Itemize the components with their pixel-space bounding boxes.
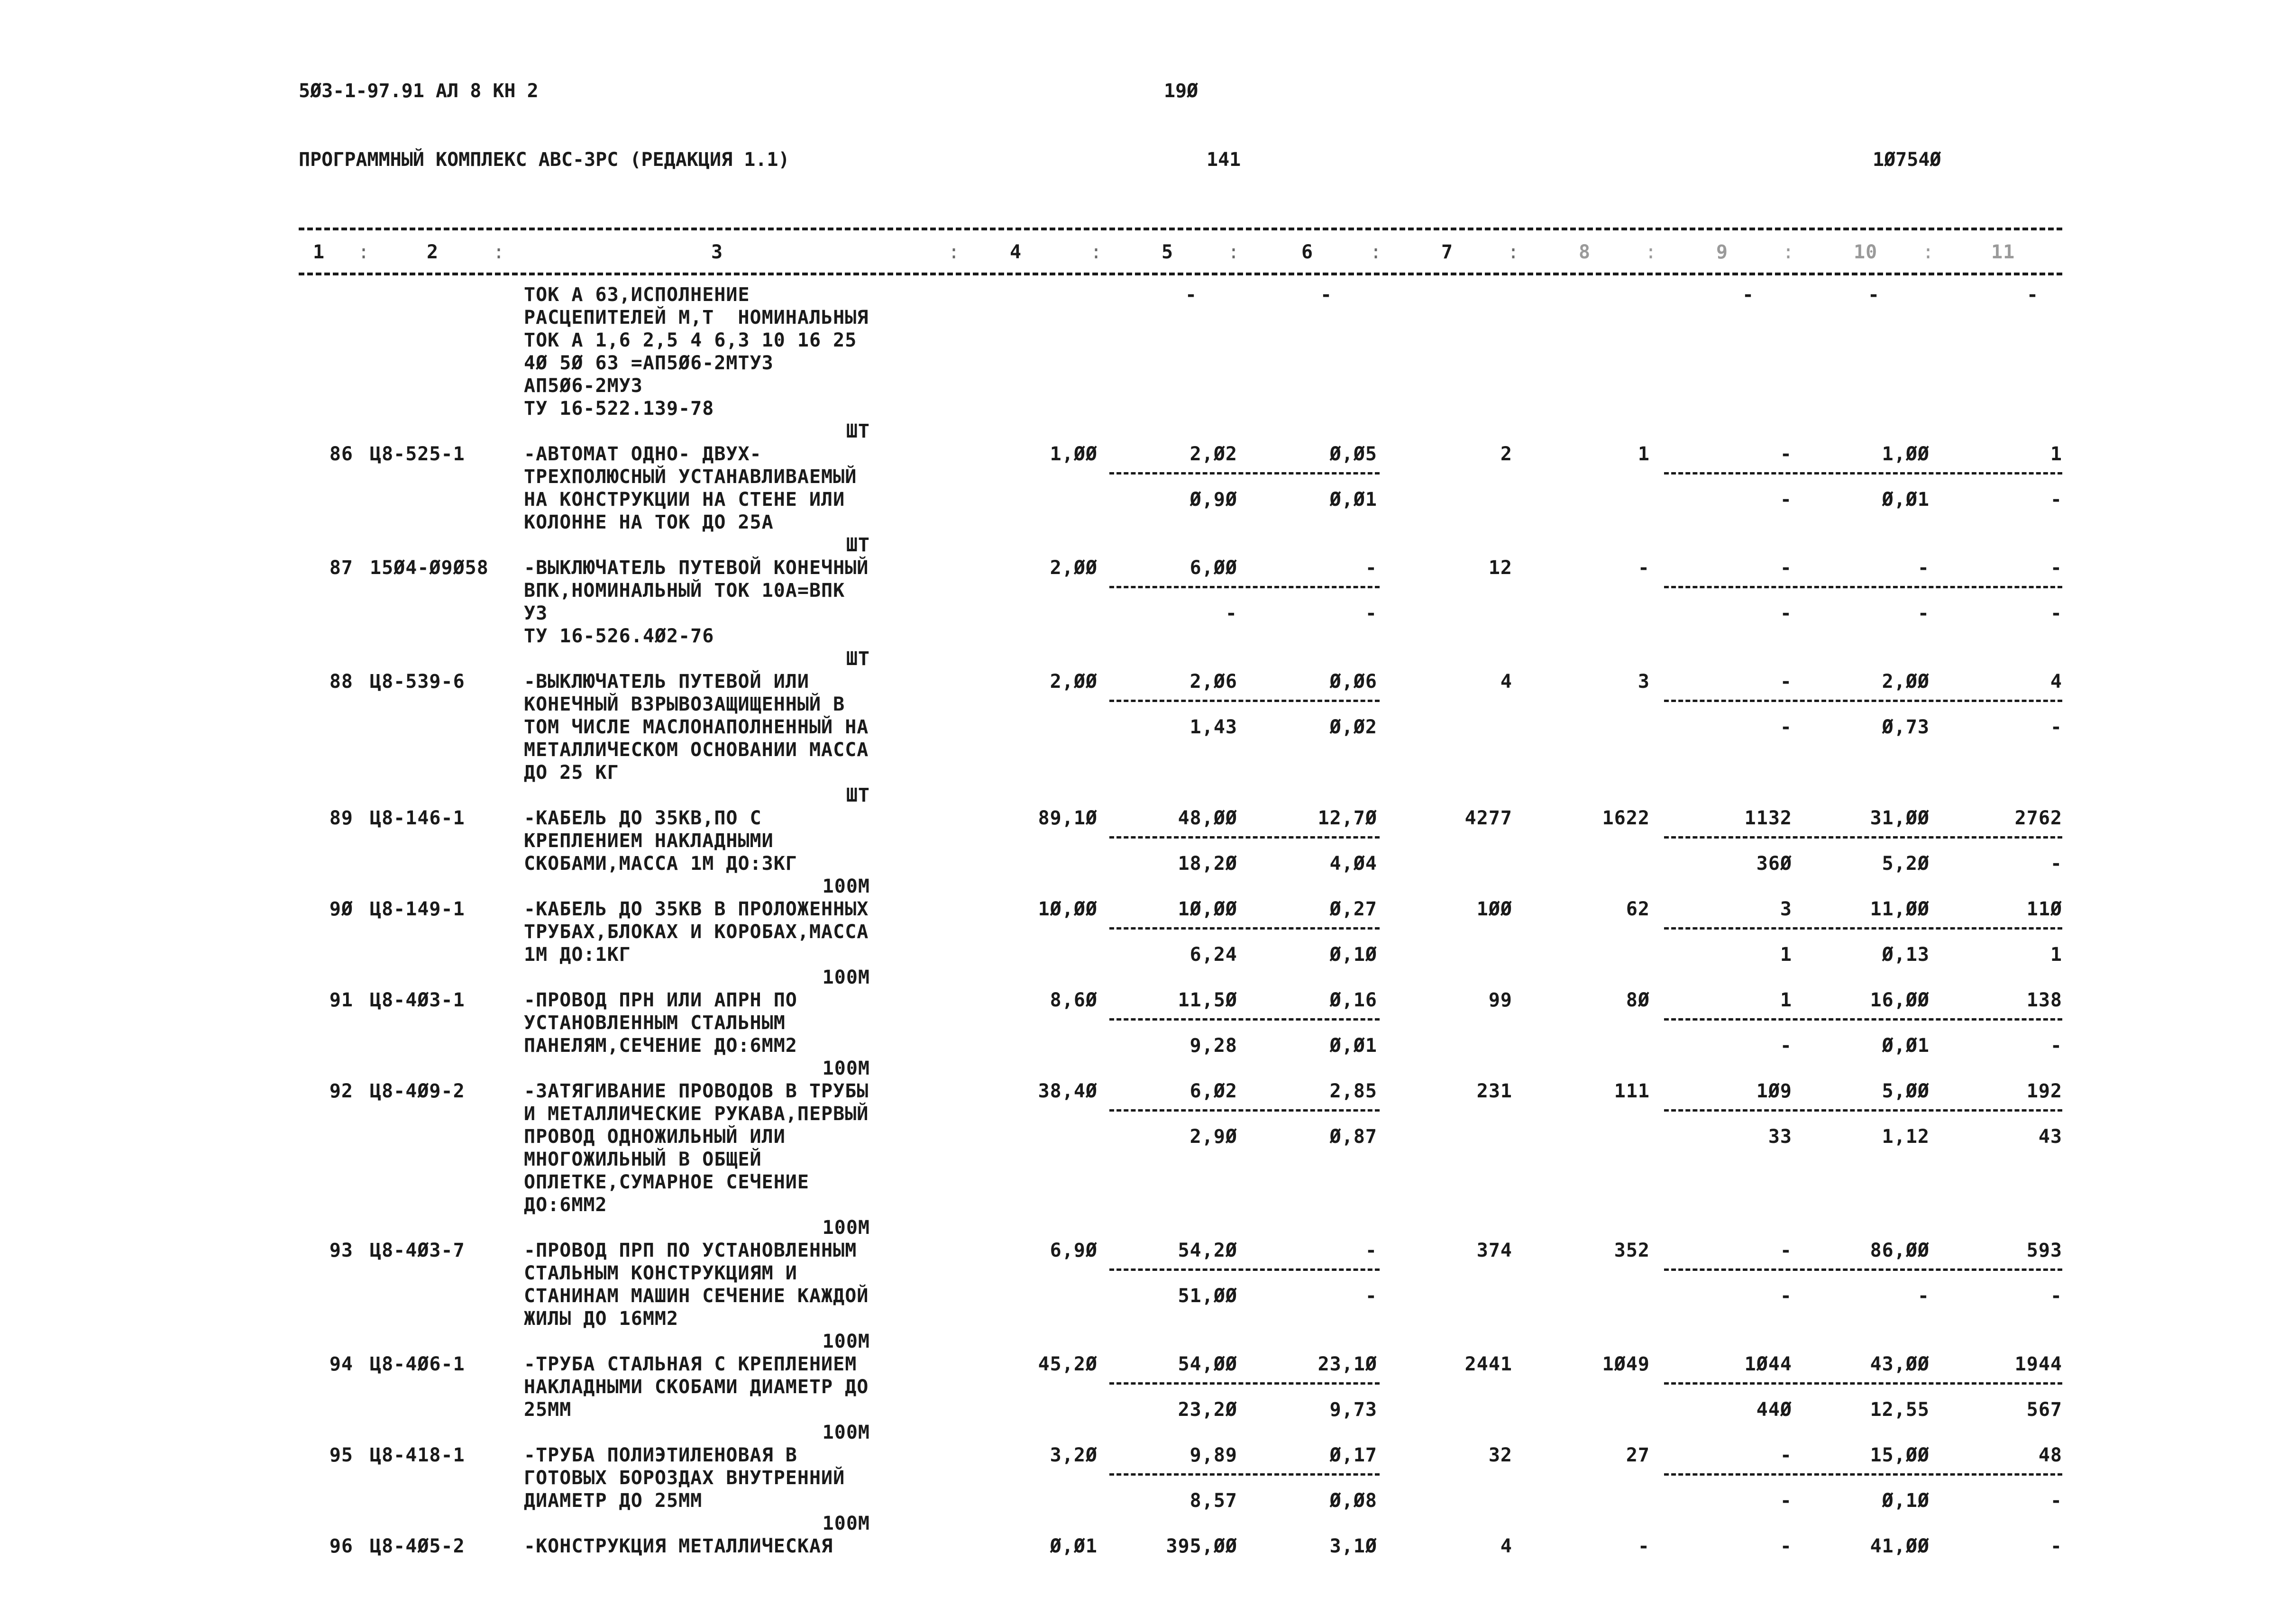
subtotal-rule-left bbox=[1109, 836, 1380, 839]
quantity: Ø,Ø1 bbox=[1050, 1535, 1098, 1557]
col5-total: 6,ØØ bbox=[1189, 557, 1237, 579]
subtotal-rule-right bbox=[1664, 700, 2062, 702]
col9-total: 1132 bbox=[1744, 807, 1792, 829]
description-line: ТОМ ЧИСЛЕ МАСЛОНАПОЛНЕННЫЙ НА bbox=[524, 716, 869, 738]
col6-sub: Ø,87 bbox=[1329, 1126, 1377, 1148]
col5-sub: 8,57 bbox=[1189, 1490, 1237, 1512]
col10-total: 2,ØØ bbox=[1882, 671, 1930, 693]
col8-value: 3 bbox=[1637, 671, 1650, 693]
doc-code: 5Ø3-1-97.91 АЛ 8 КН 2 bbox=[299, 80, 539, 102]
col7-value: 32 bbox=[1488, 1444, 1512, 1466]
subtotal-rule-left bbox=[1109, 586, 1380, 588]
col11-sub: 43 bbox=[2038, 1126, 2062, 1148]
row-code: Ц8-149-1 bbox=[370, 898, 465, 920]
col9-sub: 33 bbox=[1768, 1126, 1792, 1148]
description-line: МНОГОЖИЛЬНЫЙ В ОБЩЕЙ bbox=[524, 1149, 762, 1170]
col8-value: 352 bbox=[1614, 1240, 1650, 1261]
row-number: 89 bbox=[329, 807, 353, 829]
program-title: ПРОГРАММНЫЙ КОМПЛЕКС АВС-3РС (РЕДАКЦИЯ 1.1) bbox=[299, 149, 790, 171]
description-line: -ВЫКЛЮЧАТЕЛЬ ПУТЕВОЙ КОНЕЧНЫЙ bbox=[524, 557, 869, 579]
col5-total: 1Ø,ØØ bbox=[1178, 898, 1237, 920]
column-header-11: 11 bbox=[1991, 241, 2015, 263]
unit-label: ШТ bbox=[846, 420, 870, 442]
subtotal-rule-left bbox=[1109, 1268, 1380, 1271]
col11-sub: - bbox=[2050, 716, 2062, 738]
description-line: -КАБЕЛЬ ДО 35КВ,ПО С bbox=[524, 807, 762, 829]
col10-total: 86,ØØ bbox=[1870, 1240, 1930, 1261]
description-line: КРЕПЛЕНИЕМ НАКЛАДНЫМИ bbox=[524, 830, 774, 852]
col10-sub: Ø,1Ø bbox=[1882, 1490, 1930, 1512]
col9-total: - bbox=[1780, 443, 1792, 465]
unit-label: 100М bbox=[822, 1331, 870, 1352]
col8-value: 8Ø bbox=[1626, 989, 1650, 1011]
col11-sub: - bbox=[2050, 602, 2062, 624]
col10-total: 43,ØØ bbox=[1870, 1353, 1930, 1375]
row-number: 92 bbox=[329, 1080, 353, 1102]
column-header-6: 6 bbox=[1301, 241, 1314, 263]
row-code: Ц8-4Ø3-7 bbox=[370, 1240, 465, 1261]
description-line: ПАНЕЛЯМ,СЕЧЕНИЕ ДО:6ММ2 bbox=[524, 1035, 797, 1057]
col5-sub: 18,2Ø bbox=[1178, 853, 1237, 875]
description-line: -ЗАТЯГИВАНИЕ ПРОВОДОВ В ТРУБЫ bbox=[524, 1080, 869, 1102]
col6-sub: - bbox=[1365, 602, 1377, 624]
col7-value: 2 bbox=[1500, 443, 1512, 465]
col7-value: 2441 bbox=[1464, 1353, 1512, 1375]
col10-sub: Ø,Ø1 bbox=[1882, 1035, 1930, 1057]
subtotal-rule-left bbox=[1109, 1473, 1380, 1476]
col7-value: 1ØØ bbox=[1476, 898, 1512, 920]
col8-value: - bbox=[1637, 1535, 1650, 1557]
subtotal-rule-right bbox=[1664, 836, 2062, 839]
col7-value: 231 bbox=[1476, 1080, 1512, 1102]
description-line: НАКЛАДНЫМИ СКОБАМИ ДИАМЕТР ДО bbox=[524, 1376, 869, 1398]
description-line: ОПЛЕТКЕ,СУМАРНОЕ СЕЧЕНИЕ bbox=[524, 1171, 809, 1193]
col5-sub: 23,2Ø bbox=[1178, 1399, 1237, 1421]
col5-total: 48,ØØ bbox=[1178, 807, 1237, 829]
col10-total: 31,ØØ bbox=[1870, 807, 1930, 829]
row-number: 87 bbox=[329, 557, 353, 579]
col11-sub: - bbox=[2050, 1035, 2062, 1057]
col9-total: 1Ø9 bbox=[1756, 1080, 1792, 1102]
description-line: ДИАМЕТР ДО 25ММ bbox=[524, 1490, 703, 1512]
col11-sub: - bbox=[2050, 1490, 2062, 1512]
col10-sub: Ø,73 bbox=[1882, 716, 1930, 738]
row-code: Ц8-525-1 bbox=[370, 443, 465, 465]
row-code: Ц8-4Ø5-2 bbox=[370, 1535, 465, 1557]
col10-total: 1,ØØ bbox=[1882, 443, 1930, 465]
column-header-separator: : bbox=[1370, 241, 1382, 263]
col6-sub: Ø,1Ø bbox=[1329, 944, 1377, 966]
col9-sub: - bbox=[1780, 1285, 1792, 1307]
col6-total: Ø,16 bbox=[1329, 989, 1377, 1011]
col9-sub: 36Ø bbox=[1756, 853, 1792, 875]
col11-sub: - bbox=[2050, 489, 2062, 511]
description-line: ТРЕХПОЛЮСНЫЙ УСТАНАВЛИВАЕМЫЙ bbox=[524, 466, 857, 488]
table-top-rule bbox=[299, 228, 2062, 230]
col7-value: 99 bbox=[1488, 989, 1512, 1011]
description-line: -АВТОМАТ ОДНО- ДВУХ- bbox=[524, 443, 762, 465]
subtotal-rule-left bbox=[1109, 472, 1380, 474]
col9-total: - bbox=[1780, 1535, 1792, 1557]
col9-sub: - bbox=[1780, 1035, 1792, 1057]
empty-value: - bbox=[1742, 284, 1755, 306]
col11-total: - bbox=[2050, 557, 2062, 579]
col6-sub: Ø,Ø8 bbox=[1329, 1490, 1377, 1512]
row-number: 96 bbox=[329, 1535, 353, 1557]
quantity: 89,1Ø bbox=[1038, 807, 1098, 829]
column-header-8: 8 bbox=[1579, 241, 1591, 263]
unit-label: 100М bbox=[822, 1058, 870, 1079]
subtotal-rule-right bbox=[1664, 586, 2062, 588]
subtotal-rule-right bbox=[1664, 1109, 2062, 1112]
col9-total: - bbox=[1780, 1444, 1792, 1466]
column-header-3: 3 bbox=[711, 241, 723, 263]
page-number: 19Ø bbox=[1164, 80, 1198, 102]
unit-label: 100М bbox=[822, 1422, 870, 1443]
col11-total: 4 bbox=[2050, 671, 2062, 693]
col10-sub: 12,55 bbox=[1870, 1399, 1930, 1421]
row-number: 95 bbox=[329, 1444, 353, 1466]
description-line: -КАБЕЛЬ ДО 35КВ В ПРОЛОЖЕННЫХ bbox=[524, 898, 869, 920]
description-line: -КОНСТРУКЦИЯ МЕТАЛЛИЧЕСКАЯ bbox=[524, 1535, 833, 1557]
col6-total: - bbox=[1365, 557, 1377, 579]
col8-value: 27 bbox=[1626, 1444, 1650, 1466]
description-line: ПРОВОД ОДНОЖИЛЬНЫЙ ИЛИ bbox=[524, 1126, 786, 1148]
col7-value: 4 bbox=[1500, 671, 1512, 693]
description-line: ЖИЛЫ ДО 16ММ2 bbox=[524, 1308, 679, 1330]
col5-sub: 6,24 bbox=[1189, 944, 1237, 966]
col9-total: - bbox=[1780, 1240, 1792, 1261]
description-line: НА КОНСТРУКЦИИ НА СТЕНЕ ИЛИ bbox=[524, 489, 845, 511]
col5-total: 11,5Ø bbox=[1178, 989, 1237, 1011]
description-line: СТАЛЬНЫМ КОНСТРУКЦИЯМ И bbox=[524, 1262, 797, 1284]
col6-total: Ø,Ø6 bbox=[1329, 671, 1377, 693]
row-code: Ц8-4Ø9-2 bbox=[370, 1080, 465, 1102]
column-header-9: 9 bbox=[1716, 241, 1729, 263]
unit-label: 100М bbox=[822, 1217, 870, 1239]
col10-total: 16,ØØ bbox=[1870, 989, 1930, 1011]
col5-total: 6,Ø2 bbox=[1189, 1080, 1237, 1102]
row-number: 9Ø bbox=[329, 898, 353, 920]
row-number: 94 bbox=[329, 1353, 353, 1375]
col7-value: 12 bbox=[1488, 557, 1512, 579]
unit-label: ШТ bbox=[846, 785, 870, 806]
description-line: 4Ø 5Ø 63 =АП5Ø6-2МТУ3 bbox=[524, 352, 774, 374]
col6-total: Ø,27 bbox=[1329, 898, 1377, 920]
empty-value: - bbox=[1320, 284, 1333, 306]
column-header-separator: : bbox=[358, 241, 370, 263]
row-code: 15Ø4-Ø9Ø58 bbox=[370, 557, 489, 579]
description-line: СТАНИНАМ МАШИН СЕЧЕНИЕ КАЖДОЙ bbox=[524, 1285, 869, 1307]
subtotal-rule-right bbox=[1664, 472, 2062, 474]
col6-total: - bbox=[1365, 1240, 1377, 1261]
col6-sub: Ø,Ø1 bbox=[1329, 489, 1377, 511]
col10-total: 15,ØØ bbox=[1870, 1444, 1930, 1466]
col11-total: 138 bbox=[2026, 989, 2062, 1011]
col5-total: 2,Ø2 bbox=[1189, 443, 1237, 465]
empty-value: - bbox=[1185, 284, 1198, 306]
col11-total: 1 bbox=[2050, 443, 2062, 465]
col5-sub: 2,9Ø bbox=[1189, 1126, 1237, 1148]
quantity: 8,6Ø bbox=[1050, 989, 1098, 1011]
subtotal-rule-left bbox=[1109, 1109, 1380, 1112]
unit-label: ШТ bbox=[846, 534, 870, 556]
col8-value: 111 bbox=[1614, 1080, 1650, 1102]
sheet-number: 141 bbox=[1207, 149, 1241, 171]
col5-sub: 1,43 bbox=[1189, 716, 1237, 738]
col10-total: - bbox=[1917, 557, 1930, 579]
description-line: АП5Ø6-2МУ3 bbox=[524, 375, 643, 397]
description-line: 25ММ bbox=[524, 1399, 572, 1421]
col6-sub: Ø,Ø1 bbox=[1329, 1035, 1377, 1057]
col11-total: 48 bbox=[2038, 1444, 2062, 1466]
col10-total: 41,ØØ bbox=[1870, 1535, 1930, 1557]
description-line: ДО 25 КГ bbox=[524, 762, 619, 784]
subtotal-rule-right bbox=[1664, 1382, 2062, 1385]
unit-label: 100М bbox=[822, 967, 870, 988]
row-code: Ц8-418-1 bbox=[370, 1444, 465, 1466]
description-line: СКОБАМИ,МАССА 1М ДО:3КГ bbox=[524, 853, 797, 875]
row-number: 86 bbox=[329, 443, 353, 465]
row-code: Ц8-539-6 bbox=[370, 671, 465, 693]
row-number: 91 bbox=[329, 989, 353, 1011]
description-line: ТУ 16-522.139-78 bbox=[524, 398, 714, 420]
row-number: 93 bbox=[329, 1240, 353, 1261]
col6-total: 23,1Ø bbox=[1317, 1353, 1377, 1375]
row-number: 88 bbox=[329, 671, 353, 693]
unit-label: ШТ bbox=[846, 648, 870, 670]
description-line: ДО:6ММ2 bbox=[524, 1194, 607, 1216]
col5-total: 395,ØØ bbox=[1166, 1535, 1237, 1557]
col6-total: 2,85 bbox=[1329, 1080, 1377, 1102]
column-header-4: 4 bbox=[1010, 241, 1022, 263]
subtotal-rule-right bbox=[1664, 1473, 2062, 1476]
column-header-separator: : bbox=[948, 241, 960, 263]
col11-sub: 567 bbox=[2026, 1399, 2062, 1421]
col6-total: Ø,17 bbox=[1329, 1444, 1377, 1466]
column-header-10: 10 bbox=[1854, 241, 1878, 263]
column-header-separator: : bbox=[1228, 241, 1240, 263]
col10-sub: Ø,Ø1 bbox=[1882, 489, 1930, 511]
description-line: -ТРУБА ПОЛИЭТИЛЕНОВАЯ В bbox=[524, 1444, 797, 1466]
col10-sub: 5,2Ø bbox=[1882, 853, 1930, 875]
column-header-separator: : bbox=[1922, 241, 1935, 263]
col9-sub: - bbox=[1780, 489, 1792, 511]
col5-total: 9,89 bbox=[1189, 1444, 1237, 1466]
column-header-separator: : bbox=[1508, 241, 1520, 263]
description-line: 1М ДО:1КГ bbox=[524, 944, 631, 966]
column-header-5: 5 bbox=[1162, 241, 1174, 263]
col9-sub: - bbox=[1780, 1490, 1792, 1512]
row-code: Ц8-4Ø3-1 bbox=[370, 989, 465, 1011]
subtotal-rule-left bbox=[1109, 1018, 1380, 1021]
col6-total: 3,1Ø bbox=[1329, 1535, 1377, 1557]
col9-sub: 44Ø bbox=[1756, 1399, 1792, 1421]
row-code: Ц8-146-1 bbox=[370, 807, 465, 829]
description-line: У3 bbox=[524, 602, 548, 624]
description-line: ТРУБАХ,БЛОКАХ И КОРОБАХ,МАССА bbox=[524, 921, 869, 943]
col9-sub: 1 bbox=[1780, 944, 1792, 966]
col8-value: - bbox=[1637, 557, 1650, 579]
col10-sub: 1,12 bbox=[1882, 1126, 1930, 1148]
document-number: 1Ø754Ø bbox=[1873, 149, 1941, 171]
unit-label: 100М bbox=[822, 1513, 870, 1534]
col11-total: 593 bbox=[2026, 1240, 2062, 1261]
quantity: 6,9Ø bbox=[1050, 1240, 1098, 1261]
description-line: ВПК,НОМИНАЛЬНЫЙ ТОК 10А=ВПК bbox=[524, 580, 845, 602]
col8-value: 62 bbox=[1626, 898, 1650, 920]
col9-total: - bbox=[1780, 557, 1792, 579]
col9-sub: - bbox=[1780, 716, 1792, 738]
empty-value: - bbox=[1868, 284, 1880, 306]
description-line: -ПРОВОД ПРН ИЛИ АПРН ПО bbox=[524, 989, 797, 1011]
col11-sub: - bbox=[2050, 1285, 2062, 1307]
col6-sub: 4,Ø4 bbox=[1329, 853, 1377, 875]
col10-sub: Ø,13 bbox=[1882, 944, 1930, 966]
description-line: ТОК А 1,6 2,5 4 6,3 10 16 25 bbox=[524, 329, 857, 351]
col7-value: 4277 bbox=[1464, 807, 1512, 829]
description-line: ТОК А 63,ИСПОЛНЕНИЕ bbox=[524, 284, 750, 306]
description-line: ТУ 16-526.4Ø2-76 bbox=[524, 625, 714, 647]
column-header-separator: : bbox=[1783, 241, 1795, 263]
col9-total: 3 bbox=[1780, 898, 1792, 920]
col11-total: 1944 bbox=[2014, 1353, 2062, 1375]
column-header-1: 1 bbox=[313, 241, 325, 263]
row-code: Ц8-4Ø6-1 bbox=[370, 1353, 465, 1375]
col10-total: 5,ØØ bbox=[1882, 1080, 1930, 1102]
description-line: -ТРУБА СТАЛЬНАЯ С КРЕПЛЕНИЕМ bbox=[524, 1353, 857, 1375]
unit-label: 100М bbox=[822, 876, 870, 897]
column-header-2: 2 bbox=[427, 241, 439, 263]
col10-total: 11,ØØ bbox=[1870, 898, 1930, 920]
table-header-rule bbox=[299, 273, 2062, 275]
subtotal-rule-right bbox=[1664, 1018, 2062, 1021]
description-line: КОНЕЧНЫЙ ВЗРЫВОЗАЩИЩЕННЫЙ В bbox=[524, 693, 845, 715]
col5-sub: - bbox=[1225, 602, 1237, 624]
quantity: 45,2Ø bbox=[1038, 1353, 1098, 1375]
col9-sub: - bbox=[1780, 602, 1792, 624]
col10-sub: - bbox=[1917, 602, 1930, 624]
col6-total: 12,7Ø bbox=[1317, 807, 1377, 829]
quantity: 1Ø,ØØ bbox=[1038, 898, 1098, 920]
col5-total: 54,2Ø bbox=[1178, 1240, 1237, 1261]
col8-value: 1Ø49 bbox=[1602, 1353, 1650, 1375]
col6-sub: - bbox=[1365, 1285, 1377, 1307]
col11-sub: 1 bbox=[2050, 944, 2062, 966]
col7-value: 374 bbox=[1476, 1240, 1512, 1261]
col8-value: 1622 bbox=[1602, 807, 1650, 829]
col9-total: - bbox=[1780, 671, 1792, 693]
col11-sub: - bbox=[2050, 853, 2062, 875]
empty-value: - bbox=[2027, 284, 2039, 306]
description-line: -ПРОВОД ПРП ПО УСТАНОВЛЕННЫМ bbox=[524, 1240, 857, 1261]
description-line: МЕТАЛЛИЧЕСКОМ ОСНОВАНИИ МАССА bbox=[524, 739, 869, 761]
col11-total: - bbox=[2050, 1535, 2062, 1557]
column-header-separator: : bbox=[493, 241, 505, 263]
col7-value: 4 bbox=[1500, 1535, 1512, 1557]
col10-sub: - bbox=[1917, 1285, 1930, 1307]
col6-total: Ø,Ø5 bbox=[1329, 443, 1377, 465]
column-header-separator: : bbox=[1645, 241, 1657, 263]
col5-sub: Ø,9Ø bbox=[1189, 489, 1237, 511]
subtotal-rule-left bbox=[1109, 1382, 1380, 1385]
subtotal-rule-left bbox=[1109, 927, 1380, 930]
col9-total: 1Ø44 bbox=[1744, 1353, 1792, 1375]
col11-total: 192 bbox=[2026, 1080, 2062, 1102]
col9-total: 1 bbox=[1780, 989, 1792, 1011]
quantity: 1,ØØ bbox=[1050, 443, 1098, 465]
quantity: 3,2Ø bbox=[1050, 1444, 1098, 1466]
column-header-7: 7 bbox=[1441, 241, 1454, 263]
description-line: РАСЦЕПИТЕЛЕЙ М,Т НОМИНАЛЬНЫЯ bbox=[524, 307, 869, 328]
subtotal-rule-left bbox=[1109, 700, 1380, 702]
quantity: 38,4Ø bbox=[1038, 1080, 1098, 1102]
col6-sub: Ø,Ø2 bbox=[1329, 716, 1377, 738]
description-line: -ВЫКЛЮЧАТЕЛЬ ПУТЕВОЙ ИЛИ bbox=[524, 671, 809, 693]
description-line: ГОТОВЫХ БОРОЗДАХ ВНУТРЕННИЙ bbox=[524, 1467, 845, 1489]
column-header-separator: : bbox=[1090, 241, 1103, 263]
quantity: 2,ØØ bbox=[1050, 557, 1098, 579]
col11-total: 2762 bbox=[2014, 807, 2062, 829]
col11-total: 11Ø bbox=[2026, 898, 2062, 920]
col8-value: 1 bbox=[1637, 443, 1650, 465]
quantity: 2,ØØ bbox=[1050, 671, 1098, 693]
description-line: КОЛОННЕ НА ТОК ДО 25А bbox=[524, 511, 774, 533]
col5-sub: 9,28 bbox=[1189, 1035, 1237, 1057]
description-line: УСТАНОВЛЕННЫМ СТАЛЬНЫМ bbox=[524, 1012, 786, 1034]
col6-sub: 9,73 bbox=[1329, 1399, 1377, 1421]
col5-total: 54,ØØ bbox=[1178, 1353, 1237, 1375]
subtotal-rule-right bbox=[1664, 927, 2062, 930]
col5-sub: 51,ØØ bbox=[1178, 1285, 1237, 1307]
subtotal-rule-right bbox=[1664, 1268, 2062, 1271]
col5-total: 2,Ø6 bbox=[1189, 671, 1237, 693]
description-line: И МЕТАЛЛИЧЕСКИЕ РУКАВА,ПЕРВЫЙ bbox=[524, 1103, 869, 1125]
